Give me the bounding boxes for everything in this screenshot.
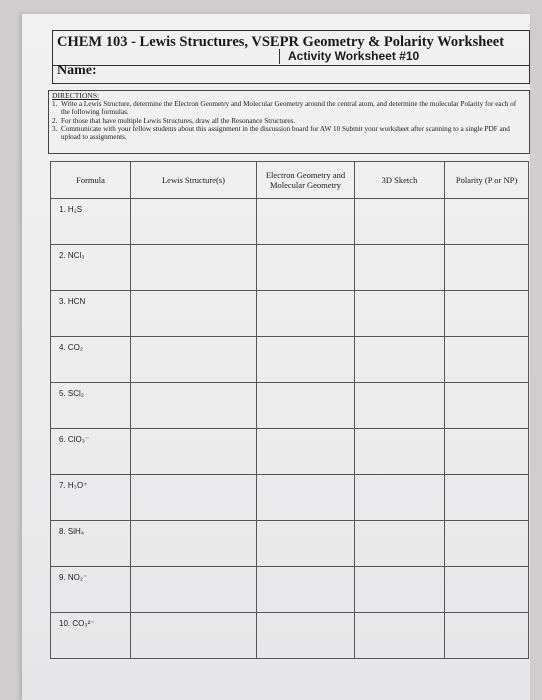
formula-cell xyxy=(51,613,131,659)
formula-cell xyxy=(51,199,131,245)
worksheet-title: CHEM 103 - Lewis Structures, VSEPR Geometry & Polarity Worksheet xyxy=(57,34,505,50)
geometry-cell[interactable] xyxy=(257,337,355,383)
row-number: 6. xyxy=(59,435,66,444)
sketch-cell[interactable] xyxy=(355,567,445,613)
formula-cell xyxy=(51,291,131,337)
formula-text: CO₃²⁻ xyxy=(72,619,95,628)
direction-item xyxy=(52,125,526,142)
formula-text: HCN xyxy=(67,297,86,306)
table-row xyxy=(51,291,529,337)
row-number: 7. xyxy=(59,481,66,490)
geometry-cell[interactable] xyxy=(257,429,355,475)
formula-text: NO₂⁻ xyxy=(67,573,88,582)
geometry-cell[interactable] xyxy=(257,245,355,291)
direction-text: Write a Lewis Structure, determine the Electron Geometry and Molecular Geometry around the central atom, and determine the molecular Polarity for each of the following formulas. xyxy=(61,100,517,117)
formula-text: ClO₃⁻ xyxy=(67,435,90,444)
table-row xyxy=(51,383,529,429)
lewis-cell[interactable] xyxy=(131,613,257,659)
table-row xyxy=(51,521,529,567)
lewis-cell[interactable] xyxy=(131,475,257,521)
worksheet-page xyxy=(22,14,530,700)
geometry-cell[interactable] xyxy=(257,291,355,337)
table-row xyxy=(51,245,529,291)
activity-box xyxy=(279,49,530,64)
lewis-cell[interactable] xyxy=(131,521,257,567)
direction-text: For those that have multiple Lewis Structures, draw all the Resonance Structures. xyxy=(61,116,296,125)
table-header-row xyxy=(51,162,529,199)
direction-number: 2. xyxy=(52,116,58,125)
table-row xyxy=(51,429,529,475)
row-number: 9. xyxy=(59,573,66,582)
sketch-cell[interactable] xyxy=(355,245,445,291)
row-number: 3. xyxy=(59,297,66,306)
worksheet-table xyxy=(50,161,529,659)
row-number: 4. xyxy=(59,343,66,352)
lewis-cell[interactable] xyxy=(131,199,257,245)
table-row xyxy=(51,567,529,613)
polarity-cell[interactable] xyxy=(445,613,529,659)
polarity-cell[interactable] xyxy=(445,199,529,245)
table-row xyxy=(51,337,529,383)
row-number: 8. xyxy=(59,527,66,536)
geometry-cell[interactable] xyxy=(257,613,355,659)
geometry-cell[interactable] xyxy=(257,383,355,429)
sketch-cell[interactable] xyxy=(355,475,445,521)
formula-text: NCl₃ xyxy=(67,251,85,260)
lewis-cell[interactable] xyxy=(131,245,257,291)
polarity-cell[interactable] xyxy=(445,383,529,429)
polarity-cell[interactable] xyxy=(445,521,529,567)
header-3d-sketch: 3D Sketch xyxy=(355,162,445,199)
direction-text: Communicate with your fellow students about this assignment in the discussion board for AW 10 Submit your worksheet after scanning to a single PDF and upload to assignments. xyxy=(61,124,510,142)
direction-number: 3. xyxy=(52,124,58,133)
header-polarity: Polarity (P or NP) xyxy=(445,162,529,199)
lewis-cell[interactable] xyxy=(131,291,257,337)
polarity-cell[interactable] xyxy=(445,245,529,291)
geometry-cell[interactable] xyxy=(257,199,355,245)
direction-item xyxy=(52,100,526,117)
direction-number: 1. xyxy=(52,100,58,108)
header-divider xyxy=(53,65,529,66)
sketch-cell[interactable] xyxy=(355,521,445,567)
header-lewis-structure: Lewis Structure(s) xyxy=(131,162,257,199)
formula-cell xyxy=(51,475,131,521)
polarity-cell[interactable] xyxy=(445,475,529,521)
sketch-cell[interactable] xyxy=(355,613,445,659)
directions-title: DIRECTIONS: xyxy=(52,91,100,100)
formula-cell xyxy=(51,521,131,567)
formula-text: SCl₂ xyxy=(67,389,84,398)
row-number: 10. xyxy=(59,619,71,628)
table-row xyxy=(51,199,529,245)
geometry-cell[interactable] xyxy=(257,567,355,613)
lewis-cell[interactable] xyxy=(131,567,257,613)
sketch-cell[interactable] xyxy=(355,383,445,429)
formula-text: H₂S xyxy=(67,205,83,214)
sketch-cell[interactable] xyxy=(355,291,445,337)
formula-cell xyxy=(51,337,131,383)
lewis-cell[interactable] xyxy=(131,337,257,383)
header-formula: Formula xyxy=(51,162,131,199)
formula-cell xyxy=(51,567,131,613)
polarity-cell[interactable] xyxy=(445,291,529,337)
directions-list xyxy=(52,100,526,141)
formula-cell xyxy=(51,429,131,475)
name-label: Name: xyxy=(57,63,97,78)
formula-text: H₃O⁺ xyxy=(67,481,88,490)
formula-cell xyxy=(51,383,131,429)
direction-item xyxy=(52,117,526,125)
polarity-cell[interactable] xyxy=(445,337,529,383)
header-box xyxy=(52,30,530,84)
lewis-cell[interactable] xyxy=(131,429,257,475)
formula-text: SiH₄ xyxy=(67,527,85,536)
polarity-cell[interactable] xyxy=(445,567,529,613)
row-number: 5. xyxy=(59,389,66,398)
lewis-cell[interactable] xyxy=(131,383,257,429)
geometry-cell[interactable] xyxy=(257,475,355,521)
formula-cell xyxy=(51,245,131,291)
formula-text: CO₂ xyxy=(67,343,84,352)
row-number: 1. xyxy=(59,205,66,214)
header-geometry: Electron Geometry and Molecular Geometry xyxy=(257,162,355,199)
row-number: 2. xyxy=(59,251,66,260)
polarity-cell[interactable] xyxy=(445,429,529,475)
activity-label: Activity Worksheet #10 xyxy=(288,49,420,63)
sketch-cell[interactable] xyxy=(355,429,445,475)
sketch-cell[interactable] xyxy=(355,199,445,245)
table-row xyxy=(51,613,529,659)
table-row xyxy=(51,475,529,521)
geometry-cell[interactable] xyxy=(257,521,355,567)
directions-box xyxy=(48,90,530,154)
sketch-cell[interactable] xyxy=(355,337,445,383)
